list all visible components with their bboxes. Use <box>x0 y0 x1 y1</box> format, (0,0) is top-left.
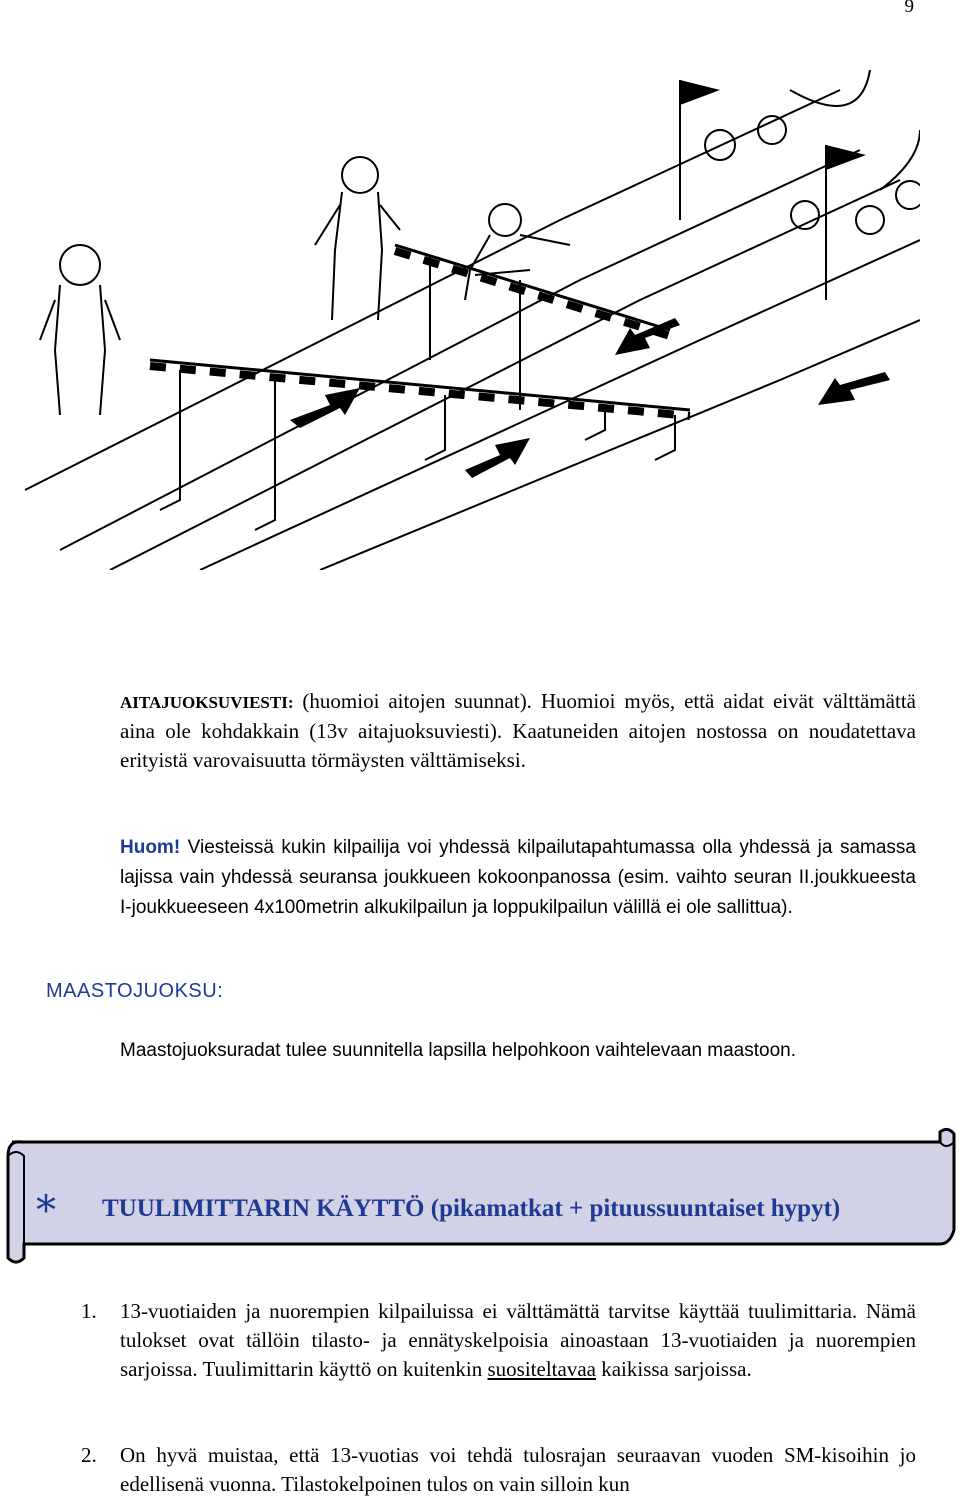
maastojuoksu-heading: MAASTOJUOKSU: <box>46 980 224 1002</box>
flag <box>680 80 720 105</box>
person-head <box>60 245 100 285</box>
hurdle-leg <box>255 380 275 530</box>
hurdle-leg <box>655 415 675 460</box>
list-number: 1. <box>81 1299 97 1323</box>
list-text: kaikissa sarjoissa. <box>595 1357 752 1381</box>
track-line <box>25 90 840 490</box>
arrow-left <box>818 372 890 405</box>
hurdle-relay-illustration <box>20 70 920 570</box>
person-head <box>342 157 378 193</box>
aitajuoksuviesti-text: (huomioi aitojen suunnat). Huomioi myös, että aidat eivät välttämättä aina ole kohdakkain (13v aitajuoksuviesti). Kaatuneiden aitojen nostossa on noudatettava erityistä varovaisuutta törmäysten välttämiseksi. <box>120 689 916 772</box>
huom-paragraph <box>120 833 916 923</box>
list-text-underlined: suositeltavaa <box>487 1357 596 1381</box>
hurdle-checker <box>150 366 690 416</box>
list-item <box>81 1441 916 1499</box>
arrow-right <box>290 388 360 428</box>
maastojuoksu-text: Maastojuoksuradat tulee suunnitella lapsilla helpohkoon vaihtelevaan maastoon. <box>120 1040 797 1061</box>
list-text: 13-vuotiaiden ja nuorempien kilpailuissa ei välttämättä tarvitse käyttää tuulimittaria. Nämä tulokset ovat tällöin tilasto- ja ennätyskelpoisia ainoastaan 13-vuotiaiden ja nuorempien sarjoissa. Tuulimittarin käyttö on kuitenkin <box>120 1299 916 1381</box>
person-head <box>489 204 521 236</box>
person-head <box>758 116 786 144</box>
track-line <box>320 320 920 570</box>
person-head <box>896 181 920 209</box>
page-number: 9 <box>904 0 914 17</box>
list-item <box>81 1297 916 1384</box>
person-body <box>40 285 120 415</box>
aitajuoksuviesti-paragraph <box>120 687 916 775</box>
person-head <box>856 206 884 234</box>
aitajuoksuviesti-heading: AITAJUOKSUVIESTI: <box>120 693 294 712</box>
track-line <box>110 180 900 570</box>
person-body <box>315 192 400 320</box>
huom-text: Viesteissä kukin kilpailija voi yhdessä kilpailutapahtumassa olla yhdessä ja samassa lajissa vain yhdessä seuransa joukkueen kokoonpanossa (esim. vaihto seuran II.joukkueesta I-joukkueeseen 4x100metrin alkukilpailun ja loppukilpailun välillä ei ole sallittua). <box>120 837 916 918</box>
flag <box>826 145 866 170</box>
list-text: On hyvä muistaa, että 13-vuotias voi tehdä tulosrajan seuraavan vuoden SM-kisoihin jo edellisenä vuonna. Tilastokelpoinen tulos on vain silloin kun <box>120 1443 916 1496</box>
maastojuoksu-paragraph <box>120 1036 916 1066</box>
hurdle-checker <box>395 251 670 336</box>
banner-star: * <box>36 1188 56 1234</box>
huom-label: Huom! <box>120 837 181 858</box>
banner-title: TUULIMITTARIN KÄYTTÖ (pikamatkat + pituussuuntaiset hypyt) <box>102 1195 841 1222</box>
list-number: 2. <box>81 1443 97 1467</box>
track-curve <box>790 70 870 106</box>
